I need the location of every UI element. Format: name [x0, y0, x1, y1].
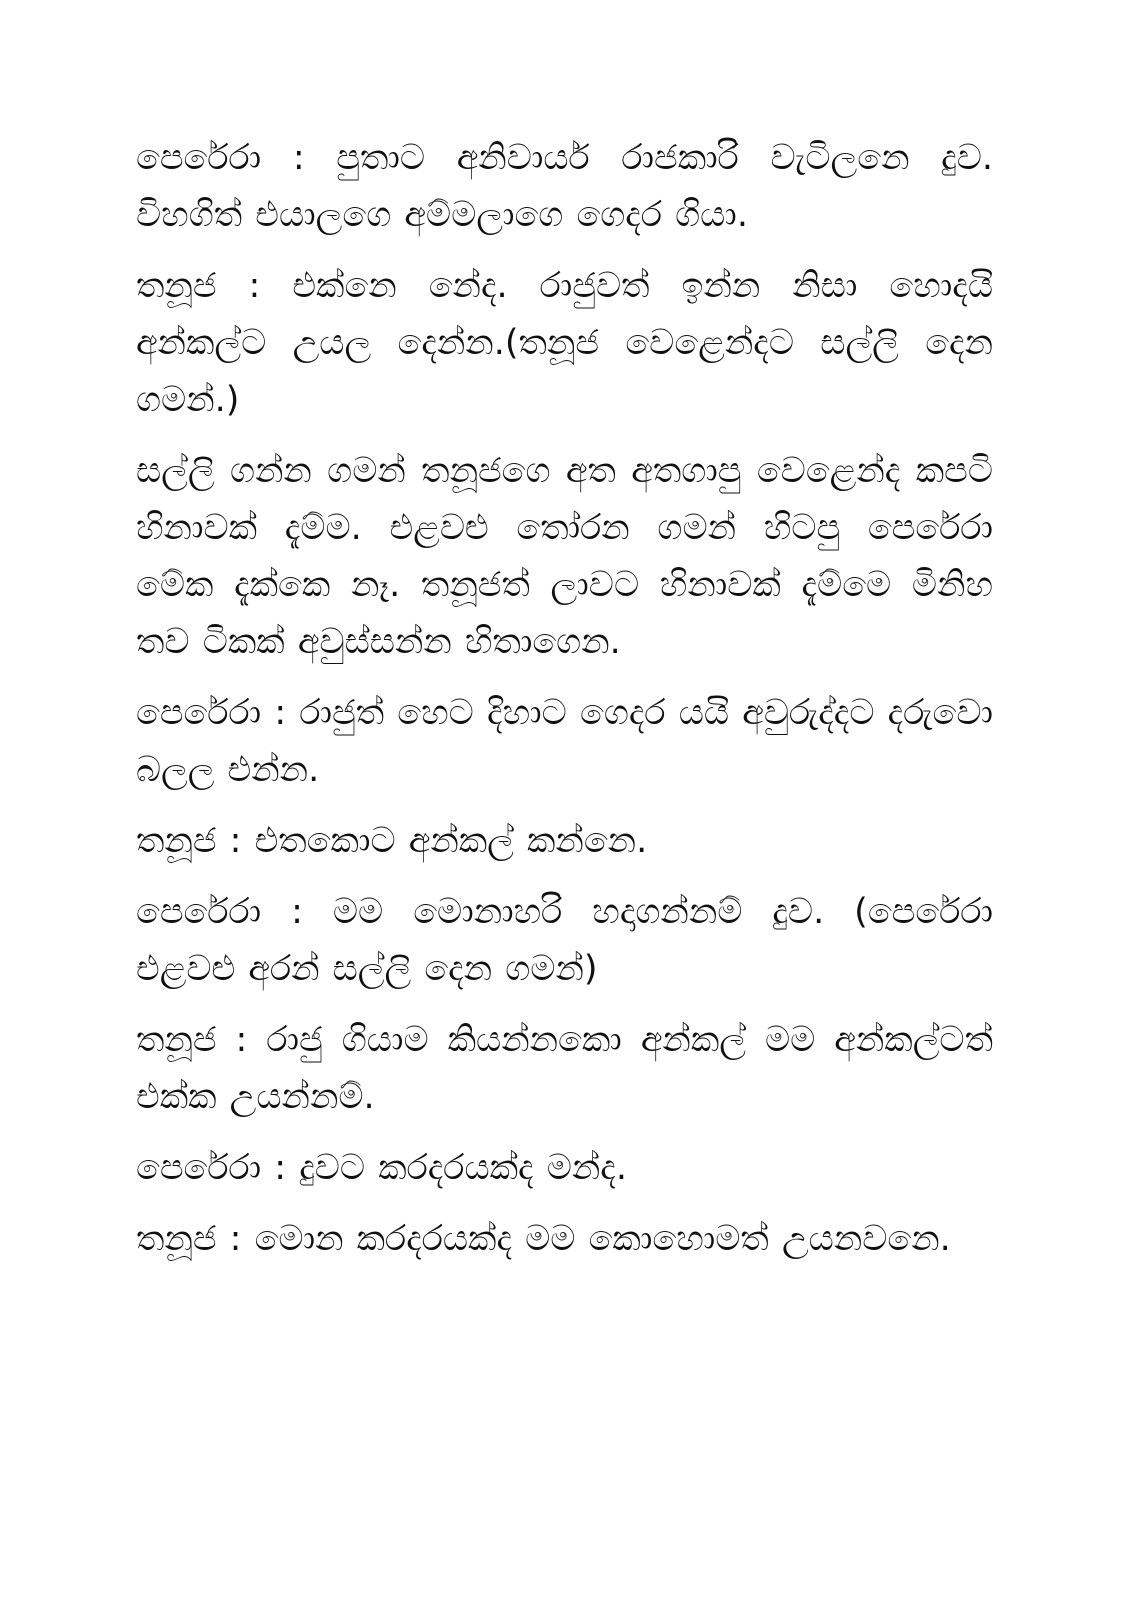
paragraph-perera-1: පෙරේරා : පුතාට අනිවාර්ය රාජකාරි වැටිලනෙ දුව. විහගිත් එයාලගෙ අම්මලාගෙ ගෙදර ගියා. [136, 138, 993, 235]
paragraph-thanuja-1: තනූජ : එක්නෙ නේද. රාජුවත් ඉන්න නිසා හොදයි අන්කල්ට උයල දෙන්න.(තනූජ වෙළෙන්දට සල්ලි දෙන ගමන්.) [136, 266, 993, 420]
paragraph-perera-3: පෙරේරා : මම මොනාහරි හදාගන්නම් දුව. (පෙරේරා එළවළු අරන් සල්ලි දෙන ගමන්) [136, 892, 993, 989]
paragraph-thanuja-2: තනූජ : එතකොට අන්කල් කන්නෙ. [136, 821, 648, 861]
paragraph-thanuja-4: තනූජ : මොන කරදරයක්ද මම කොහොමත් උයනවනෙ. [136, 1219, 951, 1259]
paragraph-perera-4: පෙරේරා : දුවට කරදරයක්ද මන්ද. [136, 1148, 627, 1188]
paragraph-narration: සල්ලි ගන්න ගමන් තනූජගෙ අත අතගාපු වෙළෙන්ද කපටි හිනාවක් දැම්ම. එළවළු තෝරන ගමන් හිටපු පෙරේරා මේක දැක්කෙ නෑ. තනූජත් ලාවට හිනාවක් දැම්මෙ මිනිහ තව ටිකක් අවුස්සන්න හිතාගෙන. [136, 451, 993, 662]
paragraph-thanuja-3: තනූජ : රාජු ගියාම කියන්නකො අන්කල් මම අන්කල්ටත් එක්ක උයන්නම්. [136, 1020, 993, 1117]
paragraph-perera-2: පෙරේරා : රාජුත් හෙට දිහාට ගෙදර යයි අවුරුද්දට දරුවො බලල එන්න. [136, 693, 993, 790]
